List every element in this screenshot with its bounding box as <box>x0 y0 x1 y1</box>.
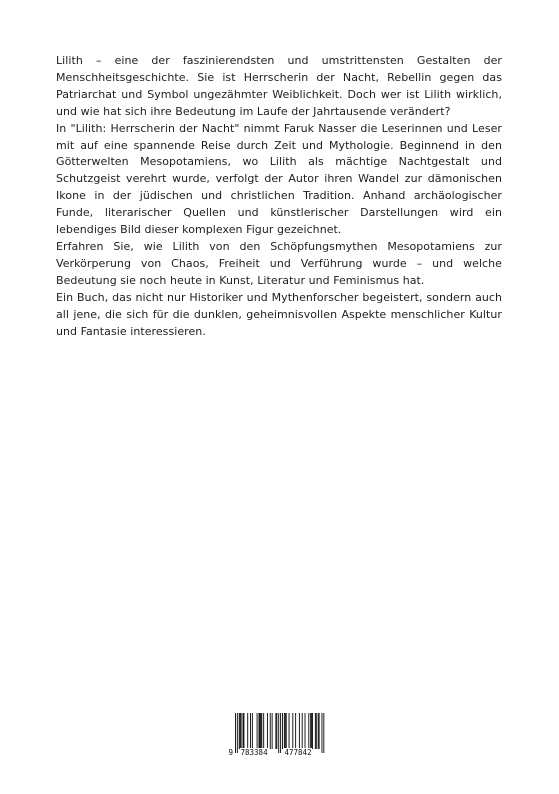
barcode-bar <box>250 713 251 749</box>
barcode-bar <box>257 713 258 749</box>
barcode-bar <box>270 713 271 749</box>
barcode-bar <box>239 713 240 749</box>
isbn-digits-right: 477842 <box>284 748 312 757</box>
barcode-bar <box>312 713 313 749</box>
barcode-bar <box>240 713 241 749</box>
barcode-bar <box>272 713 273 749</box>
barcode-bar <box>295 713 296 749</box>
barcode-bar <box>263 713 264 749</box>
back-cover-blurb <box>56 53 502 340</box>
barcode-bar <box>267 713 268 749</box>
barcode-bar <box>308 713 309 749</box>
blurb-paragraph-intro: Lilith – eine der faszinierendsten und umstrittensten Gestalten der Menschheitsgeschichte. Sie ist Herrscherin der Nacht, Rebellin gegen das Patriarchat und Symbol ungezähmter Weiblichkeit. Doch wer ist Lilith wirklich, und wie hat sich ihre Bedeutung im Laufe der Jahrtausende verändert? <box>56 54 502 118</box>
barcode-bar <box>299 713 300 749</box>
barcode-bar <box>315 713 316 749</box>
barcode-bar <box>319 713 320 749</box>
barcode-bar <box>316 713 317 749</box>
barcode-bar <box>292 713 293 749</box>
blurb-paragraph-discover: Erfahren Sie, wie Lilith von den Schöpfungsmythen Mesopotamiens zur Verkörperung von Chaos, Freiheit und Verführung wurde – und welche Bedeutung sie noch heute in Kunst, Literatur und Feminismus hat. <box>56 239 502 287</box>
barcode-bar <box>310 713 311 749</box>
barcode-bar <box>275 713 276 749</box>
barcode-bar <box>259 713 260 749</box>
barcode-bar <box>305 713 306 749</box>
barcode-bar <box>323 713 324 753</box>
barcode-bar <box>259 713 260 749</box>
barcode-bar <box>284 713 285 749</box>
blurb-paragraph-audience: Ein Buch, das nicht nur Historiker und Mythenforscher begeistert, sondern auch all jene, die sich für die dunklen, geheimnisvollen Aspekte menschlicher Kultur und Fantasie interessieren. <box>56 290 502 338</box>
barcode-bar <box>261 713 262 749</box>
barcode-bar <box>252 713 253 749</box>
barcode-bar <box>243 713 244 749</box>
barcode-bar <box>318 713 319 749</box>
barcode-bar <box>321 713 322 753</box>
blurb-paragraph-summary: In "Lilith: Herrscherin der Nacht" nimmt Faruk Nasser die Leserinnen und Leser mit auf eine spannende Reise durch Zeit und Mythologie. Beginnend in den Götterwelten Mesopotamiens, wo Lilith als mächtige Nachtgestalt und Schutzgeist verehrt wurde, verfolgt der Autor ihren Wandel zur dämonischen Ikone in der jüdischen und christlichen Tradition. Anhand archäologischer Funde, literarischer Quellen und künstlerischer Darstellungen wird ein lebendiges Bild dieser komplexen Figur gezeichnet. <box>56 121 502 237</box>
barcode-bar <box>285 713 286 749</box>
barcode-bar <box>247 713 248 749</box>
barcode-bar <box>286 713 287 749</box>
barcode-bar <box>243 713 244 749</box>
barcode-bar <box>235 713 236 753</box>
barcode-bar <box>289 713 290 749</box>
isbn-digits-left: 783384 <box>240 748 268 757</box>
barcode-bar <box>311 713 312 749</box>
isbn-barcode <box>228 713 330 759</box>
barcode-bar <box>260 713 261 749</box>
barcode-bar <box>280 713 281 753</box>
barcode-bar <box>241 713 242 749</box>
barcode-bar <box>276 713 277 749</box>
barcode-bar <box>302 713 303 749</box>
isbn-digits <box>228 748 330 758</box>
barcode-bar <box>237 713 238 753</box>
isbn-digit-first: 9 <box>228 748 234 757</box>
barcode-bar <box>282 713 283 749</box>
barcode-bar <box>278 713 279 753</box>
